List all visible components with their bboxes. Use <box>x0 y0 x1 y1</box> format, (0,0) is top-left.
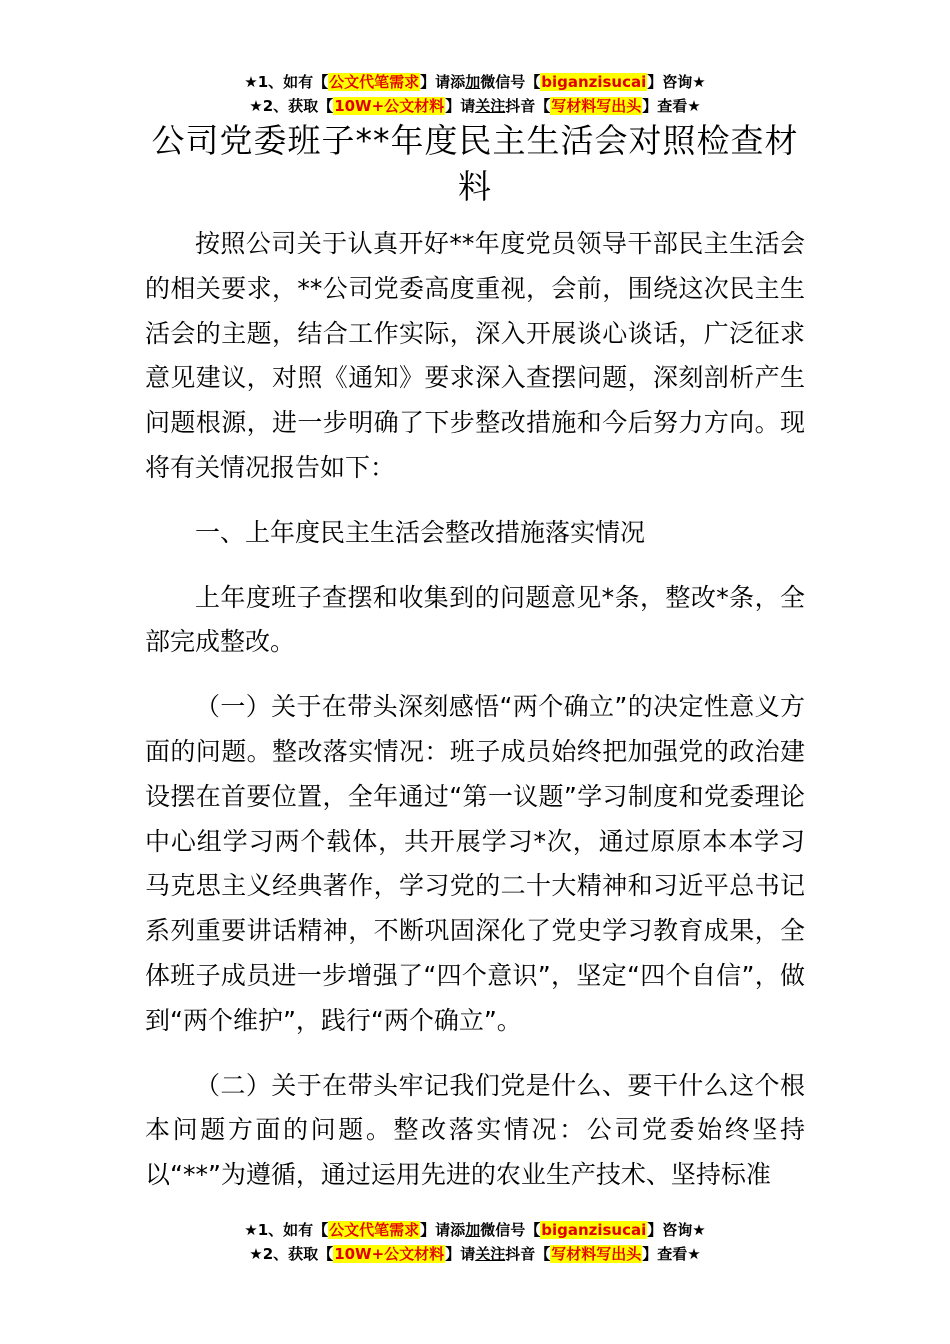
banner-text: 】查看★ <box>642 97 701 115</box>
banner-text: 】请 <box>445 1245 476 1263</box>
paragraph-intro: 按照公司关于认真开好**年度党员领导干部民主生活会的相关要求，**公司党委高度重视，会前，围绕这次民主生活会的主题，结合工作实际，深入开展谈心谈话，广泛征求意见建议，对照《通知》要求深入查摆问题，深刻剖析产生问题根源，进一步明确了下步整改措施和今后努力方向。现将有关情况报告如下： <box>145 229 805 482</box>
banner-line-1 <box>0 70 950 94</box>
banner-line-2 <box>0 1242 950 1266</box>
paragraph-item-1: （一）关于在带头深刻感悟“两个确立”的决定性意义方面的问题。整改落实情况：班子成员始终把加强党的政治建设摆在首要位置，全年通过“第一议题”学习制度和党委理论中心组学习两个载体，共开展学习*次，通过原原本本学习马克思主义经典著作，学习党的二十大精神和习近平总书记系列重要讲话精神，不断巩固深化了党史学习教育成果，全体班子成员进一步增强了“四个意识”，坚定“四个自信”，做到“两个维护”，践行“两个确立”。 <box>145 692 805 1035</box>
bottom-banner <box>0 1218 950 1266</box>
banner-text: 】咨询★ <box>647 73 706 91</box>
paragraph-summary: 上年度班子查摆和收集到的问题意见*条，整改*条，全部完成整改。 <box>145 582 805 657</box>
banner-text: 】请添 <box>420 73 466 91</box>
banner-underlined-text: 关注 <box>475 97 506 115</box>
highlight-douyin-account: 写材料写出头 <box>551 1245 642 1263</box>
banner-underlined-text: 关注 <box>475 1245 506 1263</box>
banner-underlined-text: 加 <box>465 1221 481 1239</box>
document-body <box>145 222 805 1198</box>
highlight-wechat-id: biganzisucai <box>541 1221 647 1239</box>
banner-text: ★1、如有【 <box>244 73 329 91</box>
banner-text: 】请 <box>445 97 476 115</box>
banner-text: 】查看★ <box>642 1245 701 1263</box>
banner-line-2 <box>0 94 950 118</box>
highlight-douyin-account: 写材料写出头 <box>551 97 642 115</box>
banner-text: ★2、获取【 <box>249 1245 334 1263</box>
top-banner <box>0 70 950 118</box>
highlight-service: 公文代笔需求 <box>329 73 420 91</box>
highlight-service: 公文代笔需求 <box>329 1221 420 1239</box>
banner-text: 】请添 <box>420 1221 466 1239</box>
banner-text: 微信号【 <box>480 1221 541 1239</box>
banner-text: 】咨询★ <box>647 1221 706 1239</box>
banner-text: ★2、获取【 <box>249 97 334 115</box>
banner-text: 微信号【 <box>480 73 541 91</box>
banner-underlined-text: 加 <box>465 73 481 91</box>
document-title: 公司党委班子**年度民主生活会对照检查材料 <box>151 121 799 206</box>
highlight-wechat-id: biganzisucai <box>541 73 647 91</box>
banner-text: 抖音【 <box>505 97 551 115</box>
banner-text: 抖音【 <box>505 1245 551 1263</box>
section-heading-1: 一、上年度民主生活会整改措施落实情况 <box>195 517 646 547</box>
paragraph-item-2: （二）关于在带头牢记我们党是什么、要干什么这个根本问题方面的问题。整改落实情况：公司党委始终坚持以“**”为遵循，通过运用先进的农业生产技术、坚持标准 <box>145 1070 805 1190</box>
banner-line-1 <box>0 1218 950 1242</box>
highlight-materials: 10W+公文材料 <box>334 97 445 115</box>
banner-text: ★1、如有【 <box>244 1221 329 1239</box>
highlight-materials: 10W+公文材料 <box>334 1245 445 1263</box>
